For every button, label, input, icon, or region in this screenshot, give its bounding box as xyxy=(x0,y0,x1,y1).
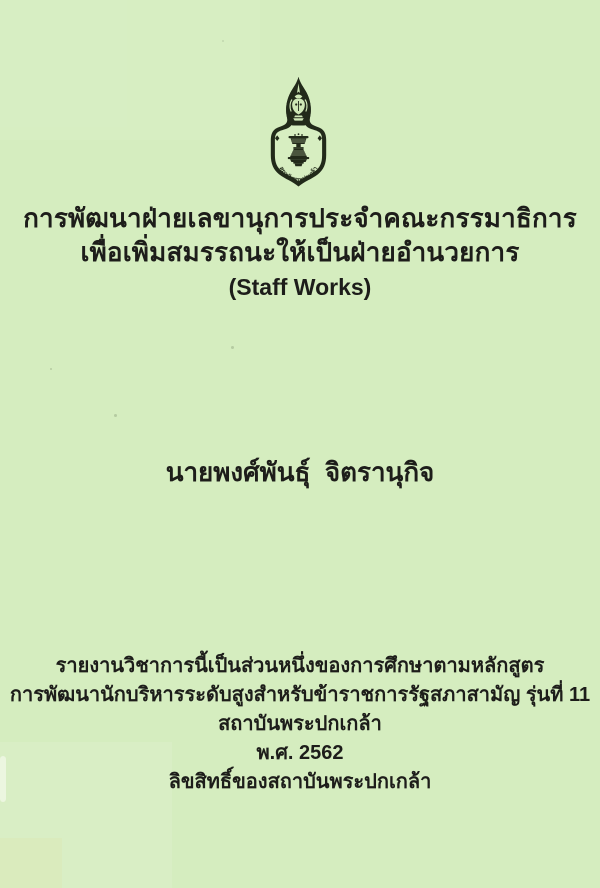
dust-speck xyxy=(222,40,224,42)
imprint-line-2: การพัฒนานักบริหารระดับสูงสำหรับข้าราชการรัฐสภาสามัญ รุ่นที่ 11 xyxy=(9,684,591,706)
imprint-block xyxy=(0,652,600,797)
imprint-copyright: ลิขสิทธิ์ของสถาบันพระปกเกล้า xyxy=(168,771,432,793)
sema-leaf-shield-icon xyxy=(267,76,330,188)
title-line-2: เพื่อเพิ่มสมรรถนะให้เป็นฝ่ายอำนวยการ xyxy=(80,237,520,267)
author-name: นายพงศ์พันธุ์ จิตรานุกิจ xyxy=(165,457,435,487)
scan-light-patch xyxy=(0,0,260,140)
scan-corner-patch xyxy=(0,838,62,888)
imprint-line-1: รายงานวิชาการนี้เป็นส่วนหนึ่งของการศึกษาตามหลักสูตร xyxy=(55,655,545,677)
emblem-curved-text: สถาบันพระปกเกล้า xyxy=(277,166,320,184)
imprint-year: พ.ศ. 2562 xyxy=(256,742,344,764)
dust-speck xyxy=(231,346,234,349)
dust-speck xyxy=(114,414,117,417)
institute-emblem-icon xyxy=(267,76,330,188)
dust-speck xyxy=(50,368,52,370)
imprint-institute: สถาบันพระปกเกล้า xyxy=(218,713,382,735)
title-english-subtitle: (Staff Works) xyxy=(228,274,372,300)
title-block xyxy=(0,201,600,302)
title-line-1: การพัฒนาฝ่ายเลขานุการประจำคณะกรรมาธิการ xyxy=(23,203,577,233)
